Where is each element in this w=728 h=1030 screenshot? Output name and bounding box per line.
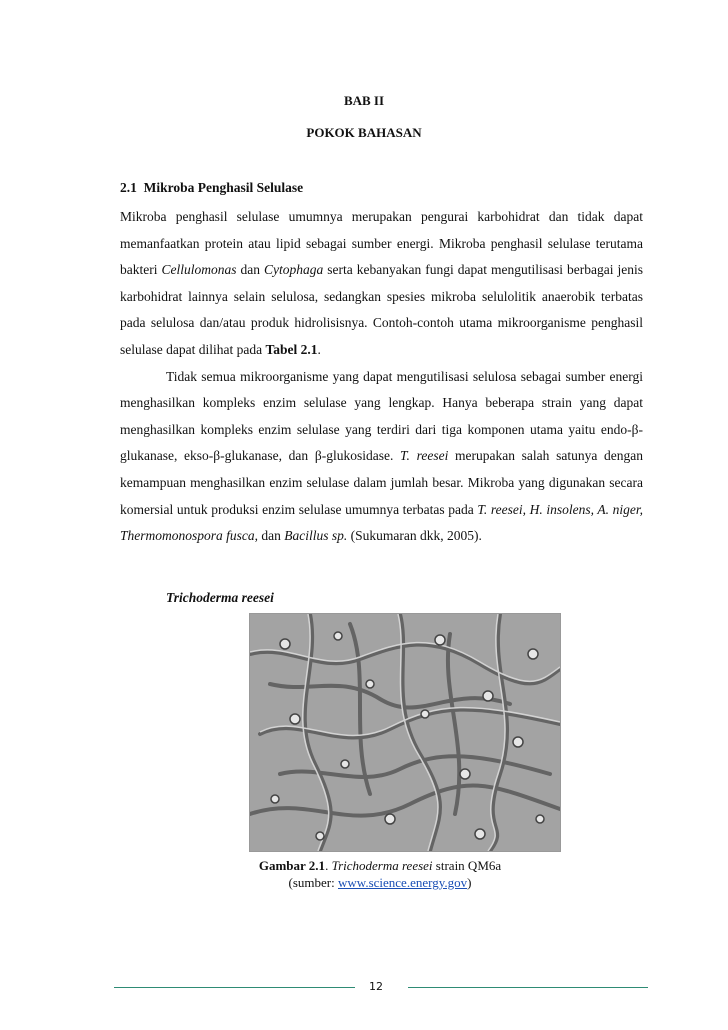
body-text — [120, 204, 643, 550]
figure-source — [0, 874, 728, 891]
text-run: dan — [236, 262, 265, 278]
caption-separator: . — [325, 858, 332, 873]
caption-species: Trichoderma reesei — [331, 858, 433, 873]
table-reference: Tabel 2.1 — [265, 341, 318, 357]
caption-strain: strain QM6a — [432, 858, 502, 873]
source-link[interactable]: www.science.energy.gov — [338, 875, 468, 890]
figure-caption — [0, 857, 728, 874]
micrograph-illustration — [250, 614, 560, 851]
text-run: serta kebanyakan fungi dapat mengutilisasi berbagai jenis karbohidrat lainnya selain selulosa, sedangkan spesies mikroba selulolitik anaerobik terbatas pada selulosa dan/atau produk hidrolisisnya. Contoh-contoh utama mikroorganisme penghasil selulase dapat dilihat pada — [120, 262, 643, 357]
text-run: Mikroba penghasil selulase umumnya merupakan pengurai karbohidrat dan tidak dapat memanfaatkan protein atau lipid sebagai sumber energi. Mikroba penghasil selulase terutama bakteri — [120, 209, 643, 278]
paragraph-2 — [120, 364, 643, 550]
source-suffix: ) — [467, 875, 472, 890]
text-run: , dan — [254, 528, 285, 544]
section-heading — [120, 180, 303, 196]
footer-rule-left — [114, 987, 355, 988]
page-number: 12 — [369, 980, 383, 993]
italic-run: Cellulomonas — [161, 262, 237, 278]
italic-run: T. reesei — [400, 448, 449, 464]
footer-rule-right — [408, 987, 648, 988]
section-title: Mikroba Penghasil Selulase — [143, 180, 304, 195]
paragraph-1 — [120, 204, 643, 364]
text-run: Tidak semua mikroorganisme yang dapat mengutilisasi selulosa sebagai sumber energi menghasilkan kompleks enzim selulase yang lengkap. Hanya beberapa strain yang dapat menghasilkan kompleks enzim selulase yang terdiri dari tiga komponen utama yaitu endo-β-glukanase, ekso-β-glukanase, dan β-glukosidase. — [120, 368, 643, 464]
micrograph-image — [249, 613, 561, 852]
text-run: (Sukumaran dkk, 2005). — [347, 528, 482, 544]
caption-number: Gambar 2.1 — [258, 858, 326, 873]
italic-run: T. reesei, H. insolens, A. niger, Thermomonospora fusca — [120, 501, 643, 544]
chapter-title: POKOK BAHASAN — [306, 125, 422, 140]
source-prefix: (sumber: — [288, 875, 338, 890]
italic-run: Bacillus sp. — [284, 528, 348, 544]
italic-run: Cytophaga — [264, 262, 324, 278]
chapter-heading: BAB II — [343, 93, 385, 108]
text-run: . — [317, 341, 321, 357]
figure-label: Trichoderma reesei — [166, 590, 274, 605]
section-number: 2.1 — [120, 180, 137, 195]
text-run: merupakan salah satunya dengan kemampuan menghasilkan enzim selulase dalam jumlah besar. Mikroba yang digunakan secara komersial untuk produksi enzim selulase umumnya terbatas pada — [120, 448, 643, 517]
